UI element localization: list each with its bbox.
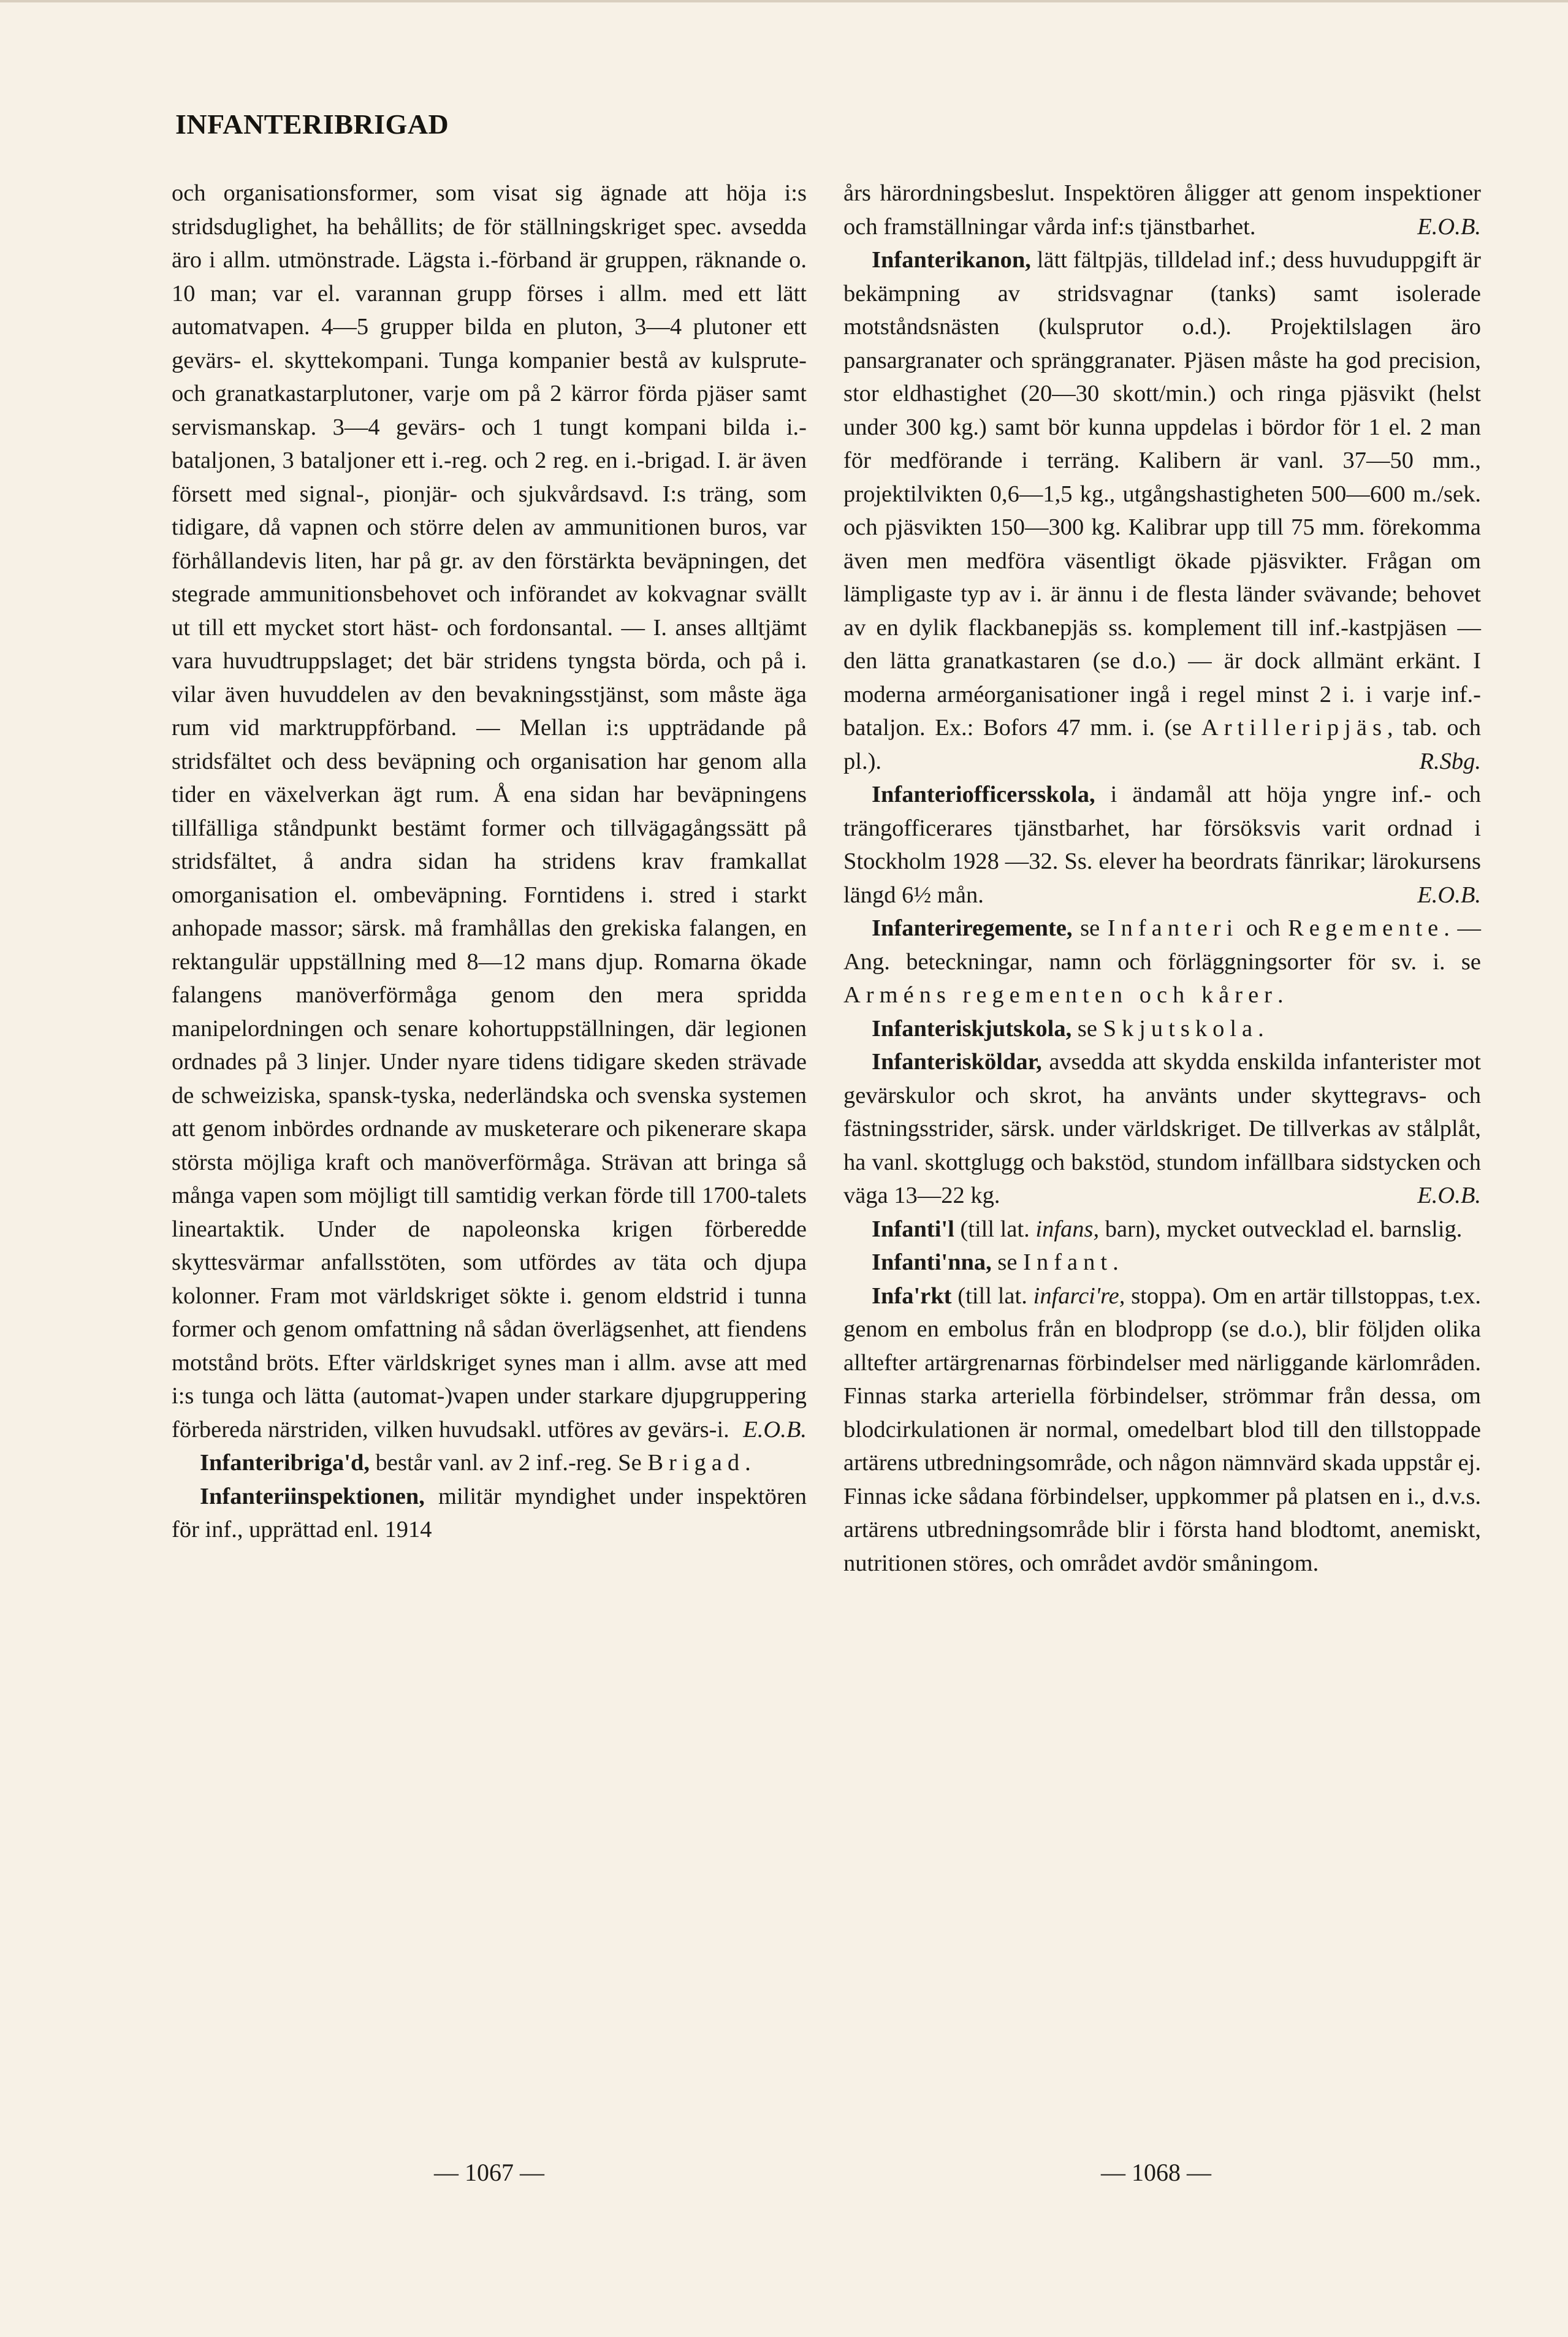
left-column	[172, 177, 807, 1547]
cross-reference: Arméns regementen och kårer	[843, 982, 1277, 1008]
entry-text: .	[745, 1450, 751, 1476]
headword: Infanteribriga'd,	[200, 1450, 370, 1476]
entry-continuation	[172, 177, 807, 1446]
author-signature: E.O.B.	[1417, 882, 1481, 908]
entry-text: se	[997, 1249, 1018, 1275]
cross-reference: Artilleripjäs	[1201, 715, 1387, 741]
entry-text: .	[1277, 982, 1284, 1008]
entry-infanteribrigad	[172, 1446, 807, 1480]
author-signature: R.Sbg.	[1419, 748, 1481, 774]
entry-text: .	[1258, 1015, 1264, 1042]
entry-text: . — Ang. beteckningar, namn och förläggningsorter för sv. i. se	[843, 915, 1481, 975]
entry-text: se	[1077, 1015, 1097, 1042]
entry-text: lätt fältpjäs, tilldelad inf.; dess huvuduppgift är bekämpning av stridsvagnar (tanks) samt isolerade motståndsnästen (kulsprutor o.d.). Projektilslagen äro pansargranater och spränggranater. Pjäsen måste ha god precision, stor eldhastighet (20—30 skott/min.) och ringa pjäsvikt (helst under 300 kg.) samt bör kunna uppdelas i bördor för 1 el. 2 man för medförande i terräng. Kalibern är vanl. 37—50 mm., projektilvikten 0,6—1,5 kg., utgångshastigheten 500—600 m./sek. och pjäsvikten 150—300 kg. Kalibrar upp till 75 mm. förekomma även men medföra väsentligt ökade pjäsvikter. Frågan om lämpligaste typ av i. är ännu i de flesta länder svävande; behovet av en dylik flackbanepjäs ss. komplement till inf.-kastpjäsen — den lätta granatkastaren (se d.o.) — är dock allmänt erkänt. I moderna arméorganisationer ingå i regel minst 2 i. i varje inf.-bataljon. Ex.: Bofors 47 mm. i. (se	[843, 247, 1481, 741]
entry-infanteriskjutskola	[843, 1012, 1481, 1046]
entry-infanteriinspektionen	[172, 1480, 807, 1547]
headword: Infanterisköldar,	[872, 1049, 1042, 1075]
headword: Infanteriinspektionen,	[200, 1483, 425, 1509]
headword: Infanti'nna,	[872, 1249, 992, 1275]
cross-reference: Infant	[1023, 1249, 1113, 1275]
entry-infanteriregemente	[843, 912, 1481, 1012]
headword: Infanterikanon,	[872, 247, 1031, 273]
headword: Infanteriofficersskola,	[872, 782, 1095, 807]
entry-text: (till lat.	[957, 1283, 1027, 1309]
left-page-number: — 1067 —	[434, 2159, 544, 2186]
entry-infanterikanon	[843, 243, 1481, 778]
author-signature: E.O.B.	[743, 1416, 807, 1443]
latin-term: infans,	[1035, 1216, 1100, 1242]
entry-text: stoppa). Om en artär tillstoppas, t.ex. genom en embolus från en blodpropp (se d.o.), blir följden olika alltefter artärgrenarnas förbindelser med närliggande kärlområden. Finnas starka arteriella förbindelser, strömmar från dessa, om blodcirkulationen är normal, omedelbart blod till den tillstoppade artärens utbredningsområde, och någon nämnvärd skada uppstår ej. Finnas icke sådana förbindelser, uppkommer på platsen en i., d.v.s. artärens utbredningsområde blir i första hand blodtomt, anemiskt, nutritionen störes, och området avdör småningom.	[843, 1283, 1482, 1576]
headword: Infa'rkt	[872, 1283, 952, 1309]
cross-reference: Regemente	[1288, 915, 1444, 941]
entry-text: års härordningsbeslut. Inspektören åligger att genom inspektioner och framställningar vårda inf:s tjänstbarhet.	[843, 180, 1481, 240]
entry-infantinna	[843, 1246, 1481, 1279]
entry-text: , tab. och pl.).	[843, 715, 1482, 774]
right-column	[843, 177, 1481, 1580]
headword: Infanti'l	[872, 1216, 954, 1242]
cross-reference: Infanteri	[1107, 915, 1239, 941]
author-signature: E.O.B.	[1417, 1183, 1481, 1208]
entry-text: se	[1080, 915, 1100, 941]
latin-term: infarci're,	[1033, 1283, 1125, 1309]
entry-text: består vanl. av 2 inf.-reg. Se	[375, 1450, 642, 1476]
right-page-number: — 1068 —	[1101, 2159, 1211, 2186]
headword: Infanteriregemente,	[872, 915, 1073, 941]
entry-text: och organisationsformer, som visat sig ägnade att höja i:s stridsduglighet, ha behållits; de för ställningskriget spec. avsedda äro i allm. utmönstrade. Lägsta i.-förband är gruppen, räknande o. 10 man; var el. varannan grupp förses i allm. med ett lätt automatvapen. 4—5 grupper bilda en pluton, 3—4 plutoner ett gevärs- el. skyttekompani. Tunga kompanier bestå av kulsprute- och granatkastarplutoner, varje om på 2 kärror förda pjäser samt servismanskap. 3—4 gevärs- och 1 tungt kompani bilda i.-bataljonen, 3 bataljoner ett i.-reg. och 2 reg. en i.-brigad. I. är även försett med signal-, pionjär- och sjukvårdsavd. I:s träng, som tidigare, då vapnen och större delen av ammunitionen buros, var förhållandevis liten, har på gr. av den förstärkta beväpningen, det stegrade ammunitionsbehovet och införandet av kokvagnar svällt ut till ett mycket stort häst- och fordonsantal. — I. anses alltjämt vara huvudtruppslaget; det bär stridens tyngsta börda, och på i. vilar även huvuddelen av den bevakningsstjänst, som måste äga rum vid marktruppförband. — Mellan i:s uppträdande på stridsfältet och dess beväpning och organisation har genom alla tider en växelverkan ägt rum. Å ena sidan har beväpningens tillfälliga ståndpunkt bestämt former och tillvägagångssätt på stridsfältet, å andra sidan ha stridens krav framkallat omorganisation el. ombeväpning. Forntidens i. stred i starkt anhopade massor; särsk. må framhållas den grekiska falangen, en rektangulär uppställning med 8—12 mans djup. Romarna ökade falangens manöverförmåga genom den mera spridda manipelordningen och senare kohortuppställningen, där legionen ordnades på 3 linjer. Under nyare tidens tidigare skeden strävade de schweiziska, spansk-tyska, nederländska och svenska systemen att genom inbördes ordnande av musketerare och pikenerare skapa största möjliga kraft och manöverförmåga. Strävan att bringa så många vapen som möjligt till samtidig verkan förde till 1700-talets lineartaktik. Under de napoleonska krigen förberedde skyttesvärmar anfallsstöten, som utfördes av täta och djupa kolonner. Fram mot världskriget sökte i. genom eldstrid i tunna former och genom omfattning nå sådan överlägsenhet, att fiendens motstånd bröts. Efter världskriget synes man i allm. avse att med i:s tunga och lätta (automat-)vapen under starkare djupgruppering förbereda närstriden, vilken huvudsakl. utföres av gevärs-i.	[172, 180, 807, 1443]
entry-text: avsedda att skydda enskilda infanterister mot gevärskulor och skrot, ha använts under skyttegravs- och fästningsstrider, särsk. under världskriget. De tillverkas av stålplåt, ha vanl. skottglugg och bakstöd, stundom infällbara sidstycken och väga 13—22 kg.	[843, 1049, 1481, 1208]
entry-text: och	[1246, 915, 1281, 941]
headword: Infanteriskjutskola,	[872, 1015, 1072, 1042]
entry-continuation	[843, 177, 1481, 243]
entry-infarkt	[843, 1279, 1481, 1580]
entry-text: .	[1113, 1249, 1119, 1275]
entry-infanterisköldar	[843, 1045, 1481, 1213]
running-title: INFANTERIBRIGAD	[175, 109, 449, 140]
cross-reference: Brigad	[647, 1450, 745, 1476]
entry-text: i ändamål att höja yngre inf.- och trängofficerares tjänstbarhet, har försöksvis varit ordnad i Stockholm 1928 —32. Ss. elever ha beordrats fänrikar; lärokursens längd 6½ mån.	[843, 782, 1481, 908]
entry-text: barn), mycket outvecklad el. barnslig.	[1105, 1216, 1463, 1242]
cross-reference: Skjutskola	[1103, 1015, 1258, 1042]
entry-text: militär myndighet under inspektören för inf., upprättad enl. 1914	[172, 1483, 807, 1542]
author-signature: E.O.B.	[1417, 213, 1481, 240]
page-top-edge	[0, 0, 1568, 2]
entry-infantil	[843, 1213, 1481, 1246]
entry-infanteriofficersskola	[843, 778, 1481, 912]
entry-text: (till lat.	[960, 1216, 1030, 1242]
